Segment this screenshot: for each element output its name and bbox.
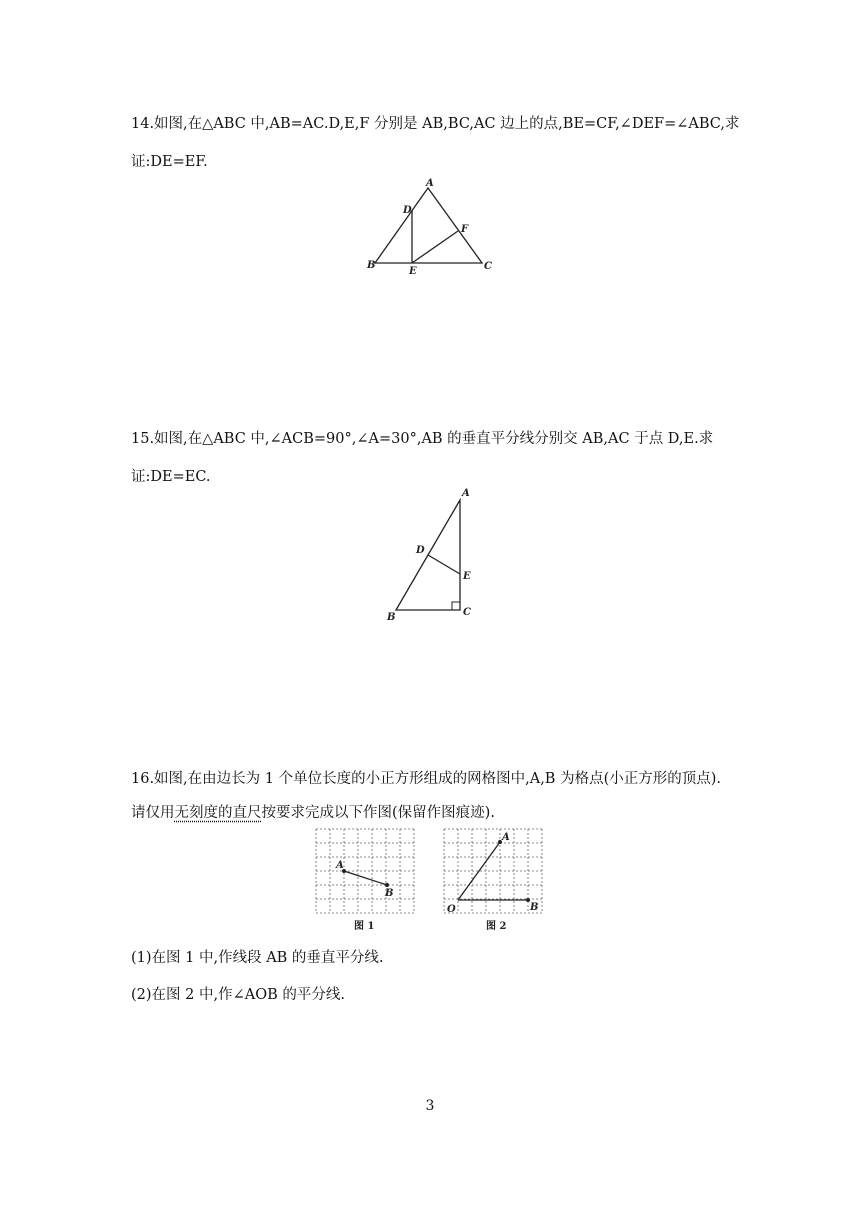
label-a: A [502,832,510,843]
label-o: O [447,904,456,915]
problem-14-line-1: 14.如图,在△ABC 中,AB=AC.D,E,F 分别是 AB,BC,AC 边上的点,BE=CF,∠DEF=∠ABC,求 [131,116,740,132]
figure-16-grid-1 [312,825,422,935]
label-d: D [403,205,412,216]
segment-de [428,555,460,574]
label-b: B [530,902,539,913]
problem-15-line-1: 15.如图,在△ABC 中,∠ACB=90°,∠A=30°,AB 的垂直平分线分别交 AB,AC 于点 D,E.求 [131,431,714,447]
label-a: A [336,860,344,871]
segment-ef [412,231,458,263]
caption-fig-1: 图 1 [354,921,375,932]
figure-14-triangle [360,175,500,280]
figure-16-grid-2 [440,825,550,935]
right-angle-mark [452,602,460,610]
grid-lines [316,829,414,913]
figure-15-triangle [382,484,482,624]
problem-16-sub-2: (2)在图 2 中,作∠AOB 的平分线. [131,987,345,1003]
segment-ab [344,871,387,885]
label-c: C [484,261,492,272]
label-b: B [367,260,376,271]
label-d: D [416,545,425,556]
line-2-prefix: 请仅用 [131,805,175,821]
label-f: F [461,224,469,235]
label-a: A [426,178,434,189]
label-e: E [463,571,471,582]
problem-16-line-2 [131,801,495,822]
label-e: E [409,266,417,277]
caption-fig-2: 图 2 [486,921,507,932]
label-b: B [387,612,396,623]
emphasis-ruler: 无刻度的直尺 [174,805,262,821]
label-c: C [463,607,471,618]
problem-15-line-2: 证:DE=EC. [131,469,211,485]
label-a: A [462,488,470,499]
line-2-suffix: 按要求完成以下作图(保留作图痕迹). [261,805,495,821]
problem-14-line-2: 证:DE=EF. [131,154,208,170]
problem-16-line-1: 16.如图,在由边长为 1 个单位长度的小正方形组成的网格图中,A,B 为格点(小正方形的顶点). [131,771,721,787]
label-b: B [385,888,394,899]
page-number: 3 [425,1098,435,1114]
problem-16-sub-1: (1)在图 1 中,作线段 AB 的垂直平分线. [131,950,384,966]
point-b [385,883,389,887]
